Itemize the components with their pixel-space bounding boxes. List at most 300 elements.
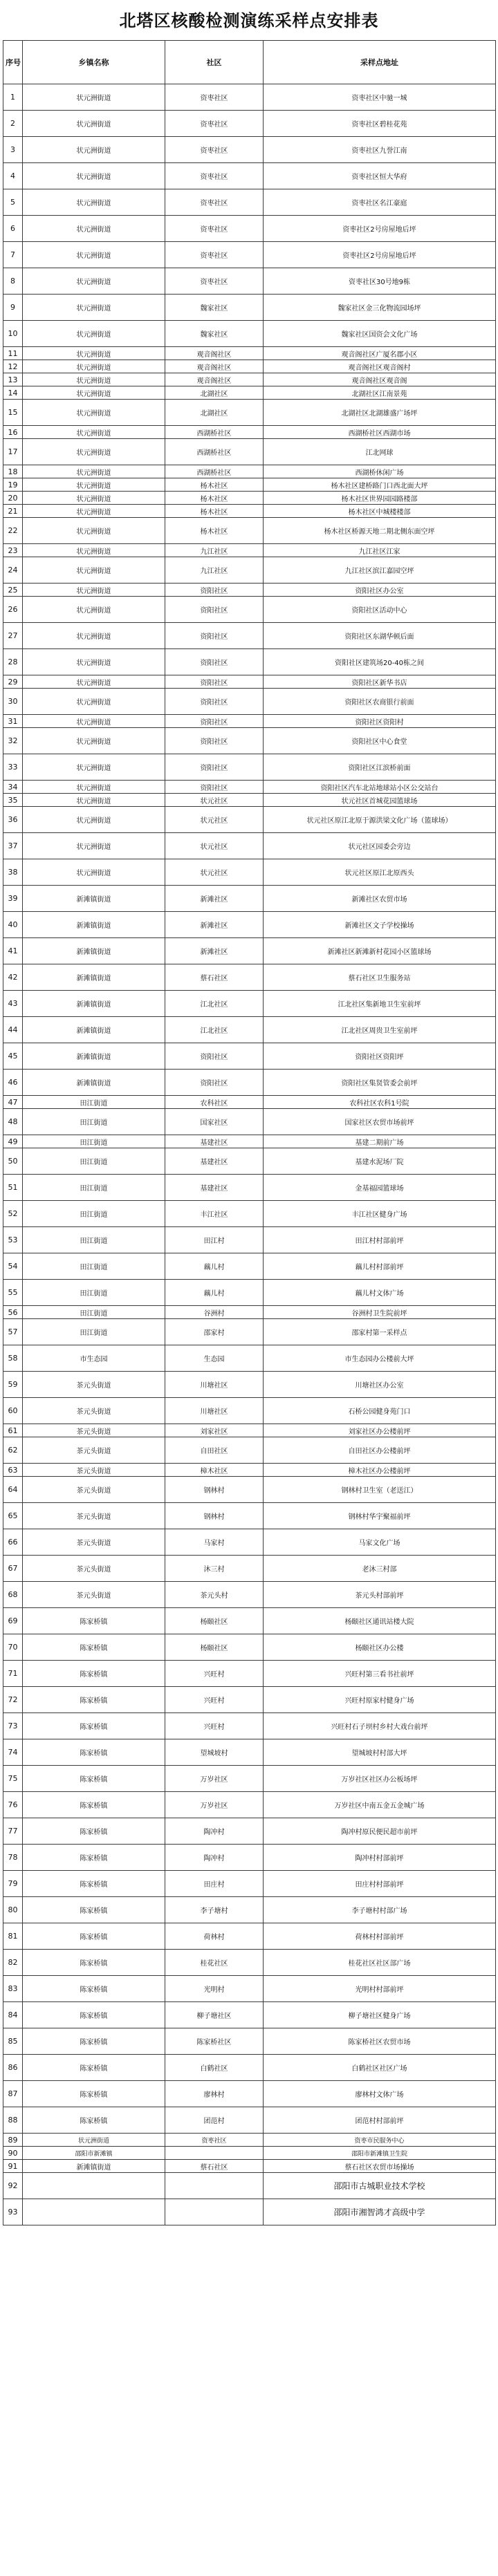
sampling-address: 资阳社区江滨桥前面 <box>264 754 496 781</box>
sampling-address: 老沐三村部 <box>264 1556 496 1582</box>
row-index: 46 <box>3 1070 23 1096</box>
row-index: 3 <box>3 137 23 163</box>
town-name: 状元洲街道 <box>23 439 165 465</box>
row-index: 58 <box>3 1345 23 1372</box>
sampling-address: 资枣社区2号房屋地后坪 <box>264 242 496 268</box>
town-name: 状元洲街道 <box>23 386 165 400</box>
community-name: 荷林村 <box>165 1923 264 1950</box>
table-row <box>3 1424 496 1437</box>
town-name: 状元洲街道 <box>23 544 165 557</box>
community-name: 马家村 <box>165 1529 264 1556</box>
community-name: 刘家社区 <box>165 1424 264 1437</box>
community-name: 资枣社区 <box>165 268 264 295</box>
table-row <box>3 1398 496 1424</box>
community-name <box>165 2147 264 2160</box>
community-name: 资阳社区 <box>165 754 264 781</box>
row-index: 68 <box>3 1582 23 1608</box>
community-name: 魏家社区 <box>165 321 264 347</box>
community-name: 蔡石社区 <box>165 2160 264 2173</box>
community-name: 陈家桥社区 <box>165 2028 264 2055</box>
town-name: 状元洲街道 <box>23 492 165 505</box>
sampling-address: 石桥公园健身苑门口 <box>264 1398 496 1424</box>
table-row <box>3 1766 496 1792</box>
town-name: 茶元头街道 <box>23 1437 165 1464</box>
row-index: 38 <box>3 859 23 886</box>
town-name: 状元洲街道 <box>23 347 165 360</box>
sampling-address: 状元社区园委会旁边 <box>264 833 496 859</box>
sampling-address: 荷林村村部前坪 <box>264 1923 496 1950</box>
town-name: 陈家桥镇 <box>23 1871 165 1897</box>
sampling-address: 田庄村村部前坪 <box>264 1871 496 1897</box>
table-row <box>3 1923 496 1950</box>
row-index: 32 <box>3 728 23 754</box>
community-name: 新滩社区 <box>165 938 264 964</box>
row-index: 78 <box>3 1845 23 1871</box>
table-row <box>3 1739 496 1766</box>
row-index: 77 <box>3 1818 23 1845</box>
row-index: 92 <box>3 2173 23 2199</box>
community-name: 谷洲村 <box>165 1306 264 1319</box>
row-index: 26 <box>3 597 23 623</box>
table-row <box>3 2199 496 2225</box>
sampling-address: 资阳社区汽车北站地球站小区公交站台 <box>264 781 496 794</box>
row-index: 35 <box>3 794 23 807</box>
table-row <box>3 268 496 295</box>
sampling-point-table <box>3 40 496 2225</box>
table-row <box>3 1043 496 1070</box>
sampling-address: 蔡石社区农贸市场操场 <box>264 2160 496 2173</box>
row-index: 74 <box>3 1739 23 1766</box>
community-name: 资阳社区 <box>165 675 264 689</box>
table-row <box>3 189 496 216</box>
table-row <box>3 242 496 268</box>
table-row <box>3 1897 496 1923</box>
sampling-address: 李子塘村村部广场 <box>264 1897 496 1923</box>
town-name: 新滩镇街道 <box>23 1017 165 1043</box>
town-name <box>23 2173 165 2199</box>
table-row <box>3 1608 496 1634</box>
row-index: 89 <box>3 2134 23 2147</box>
table-row <box>3 1135 496 1148</box>
sampling-address: 田江村村部前坪 <box>264 1227 496 1253</box>
community-name: 基建社区 <box>165 1175 264 1201</box>
town-name: 状元洲街道 <box>23 242 165 268</box>
table-row <box>3 1148 496 1175</box>
table-row <box>3 1661 496 1687</box>
town-name: 状元洲街道 <box>23 111 165 137</box>
table-row <box>3 2160 496 2173</box>
community-name <box>165 2199 264 2225</box>
row-index: 18 <box>3 465 23 478</box>
table-row <box>3 2134 496 2147</box>
sampling-address: 金基福园篮球场 <box>264 1175 496 1201</box>
town-name: 状元洲街道 <box>23 728 165 754</box>
row-index: 80 <box>3 1897 23 1923</box>
town-name: 新滩镇街道 <box>23 1070 165 1096</box>
town-name: 状元洲街道 <box>23 2134 165 2147</box>
table-row <box>3 833 496 859</box>
row-index: 71 <box>3 1661 23 1687</box>
town-name: 陈家桥镇 <box>23 2055 165 2081</box>
row-index: 5 <box>3 189 23 216</box>
table-row <box>3 964 496 991</box>
sampling-address: 丰江社区健身广场 <box>264 1201 496 1227</box>
table-row <box>3 1306 496 1319</box>
town-name: 状元洲街道 <box>23 518 165 544</box>
community-name: 资枣社区 <box>165 2134 264 2147</box>
town-name: 邵阳市新滩镇 <box>23 2147 165 2160</box>
row-index: 56 <box>3 1306 23 1319</box>
row-index: 47 <box>3 1096 23 1109</box>
sampling-address: 北湖社区江南景苑 <box>264 386 496 400</box>
community-name: 观音阁社区 <box>165 373 264 386</box>
row-index: 84 <box>3 2002 23 2028</box>
community-name: 观音阁社区 <box>165 347 264 360</box>
community-name: 资阳社区 <box>165 1043 264 1070</box>
table-header-row <box>3 41 496 84</box>
row-index: 11 <box>3 347 23 360</box>
table-row <box>3 163 496 189</box>
community-name: 资枣社区 <box>165 242 264 268</box>
community-name: 基建社区 <box>165 1135 264 1148</box>
town-name: 陈家桥镇 <box>23 1923 165 1950</box>
table-row <box>3 1556 496 1582</box>
community-name: 钢林村 <box>165 1503 264 1529</box>
row-index: 43 <box>3 991 23 1017</box>
town-name: 茶元头街道 <box>23 1398 165 1424</box>
table-row <box>3 1950 496 1976</box>
row-index: 2 <box>3 111 23 137</box>
sampling-address: 白鹤社区社区广场 <box>264 2055 496 2081</box>
table-row <box>3 2107 496 2134</box>
town-name: 状元洲街道 <box>23 321 165 347</box>
community-name: 杨木社区 <box>165 478 264 492</box>
table-row <box>3 1070 496 1096</box>
town-name: 田江街道 <box>23 1135 165 1148</box>
town-name: 陈家桥镇 <box>23 1950 165 1976</box>
row-index: 29 <box>3 675 23 689</box>
sampling-address: 刘家社区办公楼前坪 <box>264 1424 496 1437</box>
table-row <box>3 373 496 386</box>
sampling-address: 江北社区集新地卫生室前坪 <box>264 991 496 1017</box>
community-name: 桂花社区 <box>165 1950 264 1976</box>
sampling-address: 资枣社区九誉江南 <box>264 137 496 163</box>
town-name: 陈家桥镇 <box>23 2028 165 2055</box>
town-name: 茶元头街道 <box>23 1529 165 1556</box>
row-index: 90 <box>3 2147 23 2160</box>
row-index: 42 <box>3 964 23 991</box>
table-row <box>3 2147 496 2160</box>
header-address: 采样点地址 <box>264 41 496 84</box>
table-row <box>3 1227 496 1253</box>
sampling-address: 资阳社区集贤管委会前坪 <box>264 1070 496 1096</box>
sampling-address: 柳子塘社区健身广场 <box>264 2002 496 2028</box>
town-name: 陈家桥镇 <box>23 1976 165 2002</box>
community-name: 万岁社区 <box>165 1792 264 1818</box>
row-index: 10 <box>3 321 23 347</box>
table-row <box>3 1345 496 1372</box>
sampling-address: 魏家社区国资会文化广场 <box>264 321 496 347</box>
community-name: 川塘社区 <box>165 1372 264 1398</box>
row-index: 61 <box>3 1424 23 1437</box>
sampling-address: 万岁社区中南五金五金城广场 <box>264 1792 496 1818</box>
town-name: 新滩镇街道 <box>23 2160 165 2173</box>
row-index: 59 <box>3 1372 23 1398</box>
row-index: 72 <box>3 1687 23 1713</box>
community-name: 杨木社区 <box>165 492 264 505</box>
row-index: 7 <box>3 242 23 268</box>
sampling-address: 陶冲村村部前坪 <box>264 1845 496 1871</box>
sampling-address: 邵阳市古城职业技术学校 <box>264 2173 496 2199</box>
community-name: 藕儿村 <box>165 1253 264 1280</box>
sampling-address: 光明村村部前坪 <box>264 1976 496 2002</box>
community-name: 农科社区 <box>165 1096 264 1109</box>
community-name: 蔡石社区 <box>165 964 264 991</box>
row-index: 60 <box>3 1398 23 1424</box>
sampling-address: 状元社区首城花园篮球场 <box>264 794 496 807</box>
sampling-address: 新滩社区农贸市场 <box>264 886 496 912</box>
sampling-address: 杨木社区建桥路门口西北面大坪 <box>264 478 496 492</box>
row-index: 30 <box>3 689 23 715</box>
row-index: 13 <box>3 373 23 386</box>
community-name: 自田社区 <box>165 1437 264 1464</box>
table-row <box>3 321 496 347</box>
town-name: 田江街道 <box>23 1253 165 1280</box>
table-row <box>3 1280 496 1306</box>
table-row <box>3 426 496 439</box>
town-name: 田江街道 <box>23 1306 165 1319</box>
town-name: 茶元头街道 <box>23 1556 165 1582</box>
town-name: 状元洲街道 <box>23 557 165 584</box>
table-row <box>3 1175 496 1201</box>
community-name: 资阳社区 <box>165 781 264 794</box>
sampling-address: 团范村村部前坪 <box>264 2107 496 2134</box>
town-name: 状元洲街道 <box>23 189 165 216</box>
town-name: 陈家桥镇 <box>23 2107 165 2134</box>
table-row <box>3 1503 496 1529</box>
sampling-address: 九江社区江家 <box>264 544 496 557</box>
row-index: 62 <box>3 1437 23 1464</box>
town-name: 状元洲街道 <box>23 84 165 111</box>
town-name: 茶元头街道 <box>23 1503 165 1529</box>
community-name: 状元社区 <box>165 807 264 833</box>
town-name: 状元洲街道 <box>23 426 165 439</box>
sampling-address: 资枣社区名江豪庭 <box>264 189 496 216</box>
town-name: 状元洲街道 <box>23 373 165 386</box>
sampling-address: 资阳社区中心食堂 <box>264 728 496 754</box>
town-name: 状元洲街道 <box>23 623 165 649</box>
table-row <box>3 1477 496 1503</box>
table-row <box>3 137 496 163</box>
community-name: 生态园 <box>165 1345 264 1372</box>
town-name: 状元洲街道 <box>23 295 165 321</box>
row-index: 33 <box>3 754 23 781</box>
table-row <box>3 1253 496 1280</box>
sampling-address: 资阳社区办公室 <box>264 584 496 597</box>
sampling-address: 农科社区农科1号院 <box>264 1096 496 1109</box>
sampling-address: 魏家社区金三化物流园场坪 <box>264 295 496 321</box>
header-town: 乡镇名称 <box>23 41 165 84</box>
sampling-address: 新滩社区新滩新村花园小区篮球场 <box>264 938 496 964</box>
sampling-address: 资阳社区资阳村 <box>264 715 496 728</box>
row-index: 37 <box>3 833 23 859</box>
sampling-address: 杨颐社区办公楼 <box>264 1634 496 1661</box>
row-index: 44 <box>3 1017 23 1043</box>
community-name: 万岁社区 <box>165 1766 264 1792</box>
sampling-address: 杨木社区桥源天地二期北侧东面空坪 <box>264 518 496 544</box>
table-row <box>3 938 496 964</box>
table-row <box>3 84 496 111</box>
table-row <box>3 1529 496 1556</box>
community-name: 九江社区 <box>165 544 264 557</box>
sampling-address: 观音阁社区广厦名郡小区 <box>264 347 496 360</box>
sampling-address: 观音阁社区观音阁 <box>264 373 496 386</box>
table-row <box>3 689 496 715</box>
row-index: 54 <box>3 1253 23 1280</box>
town-name: 田江街道 <box>23 1148 165 1175</box>
sampling-address: 邵阳市新滩镇卫生院 <box>264 2147 496 2160</box>
town-name: 状元洲街道 <box>23 584 165 597</box>
community-name: 江北社区 <box>165 991 264 1017</box>
table-row <box>3 754 496 781</box>
sampling-address: 新滩社区文子学校操场 <box>264 912 496 938</box>
row-index: 51 <box>3 1175 23 1201</box>
table-row <box>3 216 496 242</box>
row-index: 23 <box>3 544 23 557</box>
sampling-address: 兴旺村石子坝村乡村大戏台前坪 <box>264 1713 496 1739</box>
sampling-address: 邵家村第一采样点 <box>264 1319 496 1345</box>
row-index: 48 <box>3 1109 23 1135</box>
row-index: 27 <box>3 623 23 649</box>
sampling-address: 川塘社区办公室 <box>264 1372 496 1398</box>
row-index: 79 <box>3 1871 23 1897</box>
table-row <box>3 1713 496 1739</box>
header-index: 序号 <box>3 41 23 84</box>
town-name <box>23 2199 165 2225</box>
sampling-address: 北湖社区北湖雄盛广场坪 <box>264 400 496 426</box>
town-name: 陈家桥镇 <box>23 1713 165 1739</box>
row-index: 4 <box>3 163 23 189</box>
row-index: 85 <box>3 2028 23 2055</box>
town-name: 田江街道 <box>23 1109 165 1135</box>
town-name: 茶元头街道 <box>23 1477 165 1503</box>
community-name: 观音阁社区 <box>165 360 264 373</box>
sampling-address: 资枣社区2号房屋地后坪 <box>264 216 496 242</box>
sampling-address: 资阳社区活动中心 <box>264 597 496 623</box>
town-name: 新滩镇街道 <box>23 1043 165 1070</box>
sampling-address: 基建水泥场厂院 <box>264 1148 496 1175</box>
community-name: 光明村 <box>165 1976 264 2002</box>
row-index: 82 <box>3 1950 23 1976</box>
community-name: 兴旺村 <box>165 1687 264 1713</box>
community-name <box>165 2173 264 2199</box>
town-name: 状元洲街道 <box>23 675 165 689</box>
town-name: 陈家桥镇 <box>23 1845 165 1871</box>
sampling-address: 钢林村卫生室（老送江） <box>264 1477 496 1503</box>
community-name: 资枣社区 <box>165 189 264 216</box>
community-name: 团范村 <box>165 2107 264 2134</box>
town-name: 陈家桥镇 <box>23 2081 165 2107</box>
sampling-address: 资枣市民服务中心 <box>264 2134 496 2147</box>
table-row <box>3 111 496 137</box>
table-row <box>3 1976 496 2002</box>
table-row <box>3 505 496 518</box>
table-row <box>3 557 496 584</box>
row-index: 31 <box>3 715 23 728</box>
table-row <box>3 347 496 360</box>
community-name: 杨木社区 <box>165 518 264 544</box>
community-name: 田江村 <box>165 1227 264 1253</box>
community-name: 北湖社区 <box>165 386 264 400</box>
community-name: 资枣社区 <box>165 84 264 111</box>
community-name: 李子塘村 <box>165 1897 264 1923</box>
sampling-address: 国家社区农贸市场前坪 <box>264 1109 496 1135</box>
town-name: 状元洲街道 <box>23 833 165 859</box>
sampling-address: 资阳社区资阳坪 <box>264 1043 496 1070</box>
sampling-address: 望城坡村村部大坪 <box>264 1739 496 1766</box>
town-name: 陈家桥镇 <box>23 1687 165 1713</box>
table-row <box>3 2081 496 2107</box>
table-row <box>3 2002 496 2028</box>
sampling-address: 茶元头村部前坪 <box>264 1582 496 1608</box>
community-name: 西湖桥社区 <box>165 439 264 465</box>
table-row <box>3 386 496 400</box>
town-name: 陈家桥镇 <box>23 1739 165 1766</box>
row-index: 83 <box>3 1976 23 2002</box>
row-index: 21 <box>3 505 23 518</box>
community-name: 魏家社区 <box>165 295 264 321</box>
sampling-address: 状元社区原江北原于源洪梁文化广场（篮球场） <box>264 807 496 833</box>
table-row <box>3 1792 496 1818</box>
table-row <box>3 1818 496 1845</box>
sampling-address: 陈家桥社区农贸市场 <box>264 2028 496 2055</box>
sampling-address: 资阳社区建筑场20-40栋之间 <box>264 649 496 675</box>
row-index: 75 <box>3 1766 23 1792</box>
community-name: 状元社区 <box>165 794 264 807</box>
row-index: 86 <box>3 2055 23 2081</box>
community-name: 白鹤社区 <box>165 2055 264 2081</box>
community-name: 资阳社区 <box>165 728 264 754</box>
community-name: 柳子塘社区 <box>165 2002 264 2028</box>
table-row <box>3 2055 496 2081</box>
sampling-address: 资阳社区农商银行前面 <box>264 689 496 715</box>
town-name: 茶元头街道 <box>23 1582 165 1608</box>
sampling-address: 谷洲村卫生院前坪 <box>264 1306 496 1319</box>
community-name: 资枣社区 <box>165 111 264 137</box>
town-name: 状元洲街道 <box>23 597 165 623</box>
town-name: 新滩镇街道 <box>23 912 165 938</box>
table-row <box>3 597 496 623</box>
table-row <box>3 1871 496 1897</box>
table-row <box>3 649 496 675</box>
row-index: 19 <box>3 478 23 492</box>
header-community: 社区 <box>165 41 264 84</box>
table-row <box>3 1845 496 1871</box>
table-row <box>3 912 496 938</box>
community-name: 国家社区 <box>165 1109 264 1135</box>
row-index: 50 <box>3 1148 23 1175</box>
table-row <box>3 1582 496 1608</box>
town-name: 陈家桥镇 <box>23 1792 165 1818</box>
town-name: 新滩镇街道 <box>23 886 165 912</box>
sampling-address: 资阳社区新华书店 <box>264 675 496 689</box>
row-index: 24 <box>3 557 23 584</box>
sampling-address: 樟木社区办公楼前坪 <box>264 1464 496 1477</box>
community-name: 资阳社区 <box>165 649 264 675</box>
community-name: 北湖社区 <box>165 400 264 426</box>
row-index: 69 <box>3 1608 23 1634</box>
town-name: 状元洲街道 <box>23 137 165 163</box>
